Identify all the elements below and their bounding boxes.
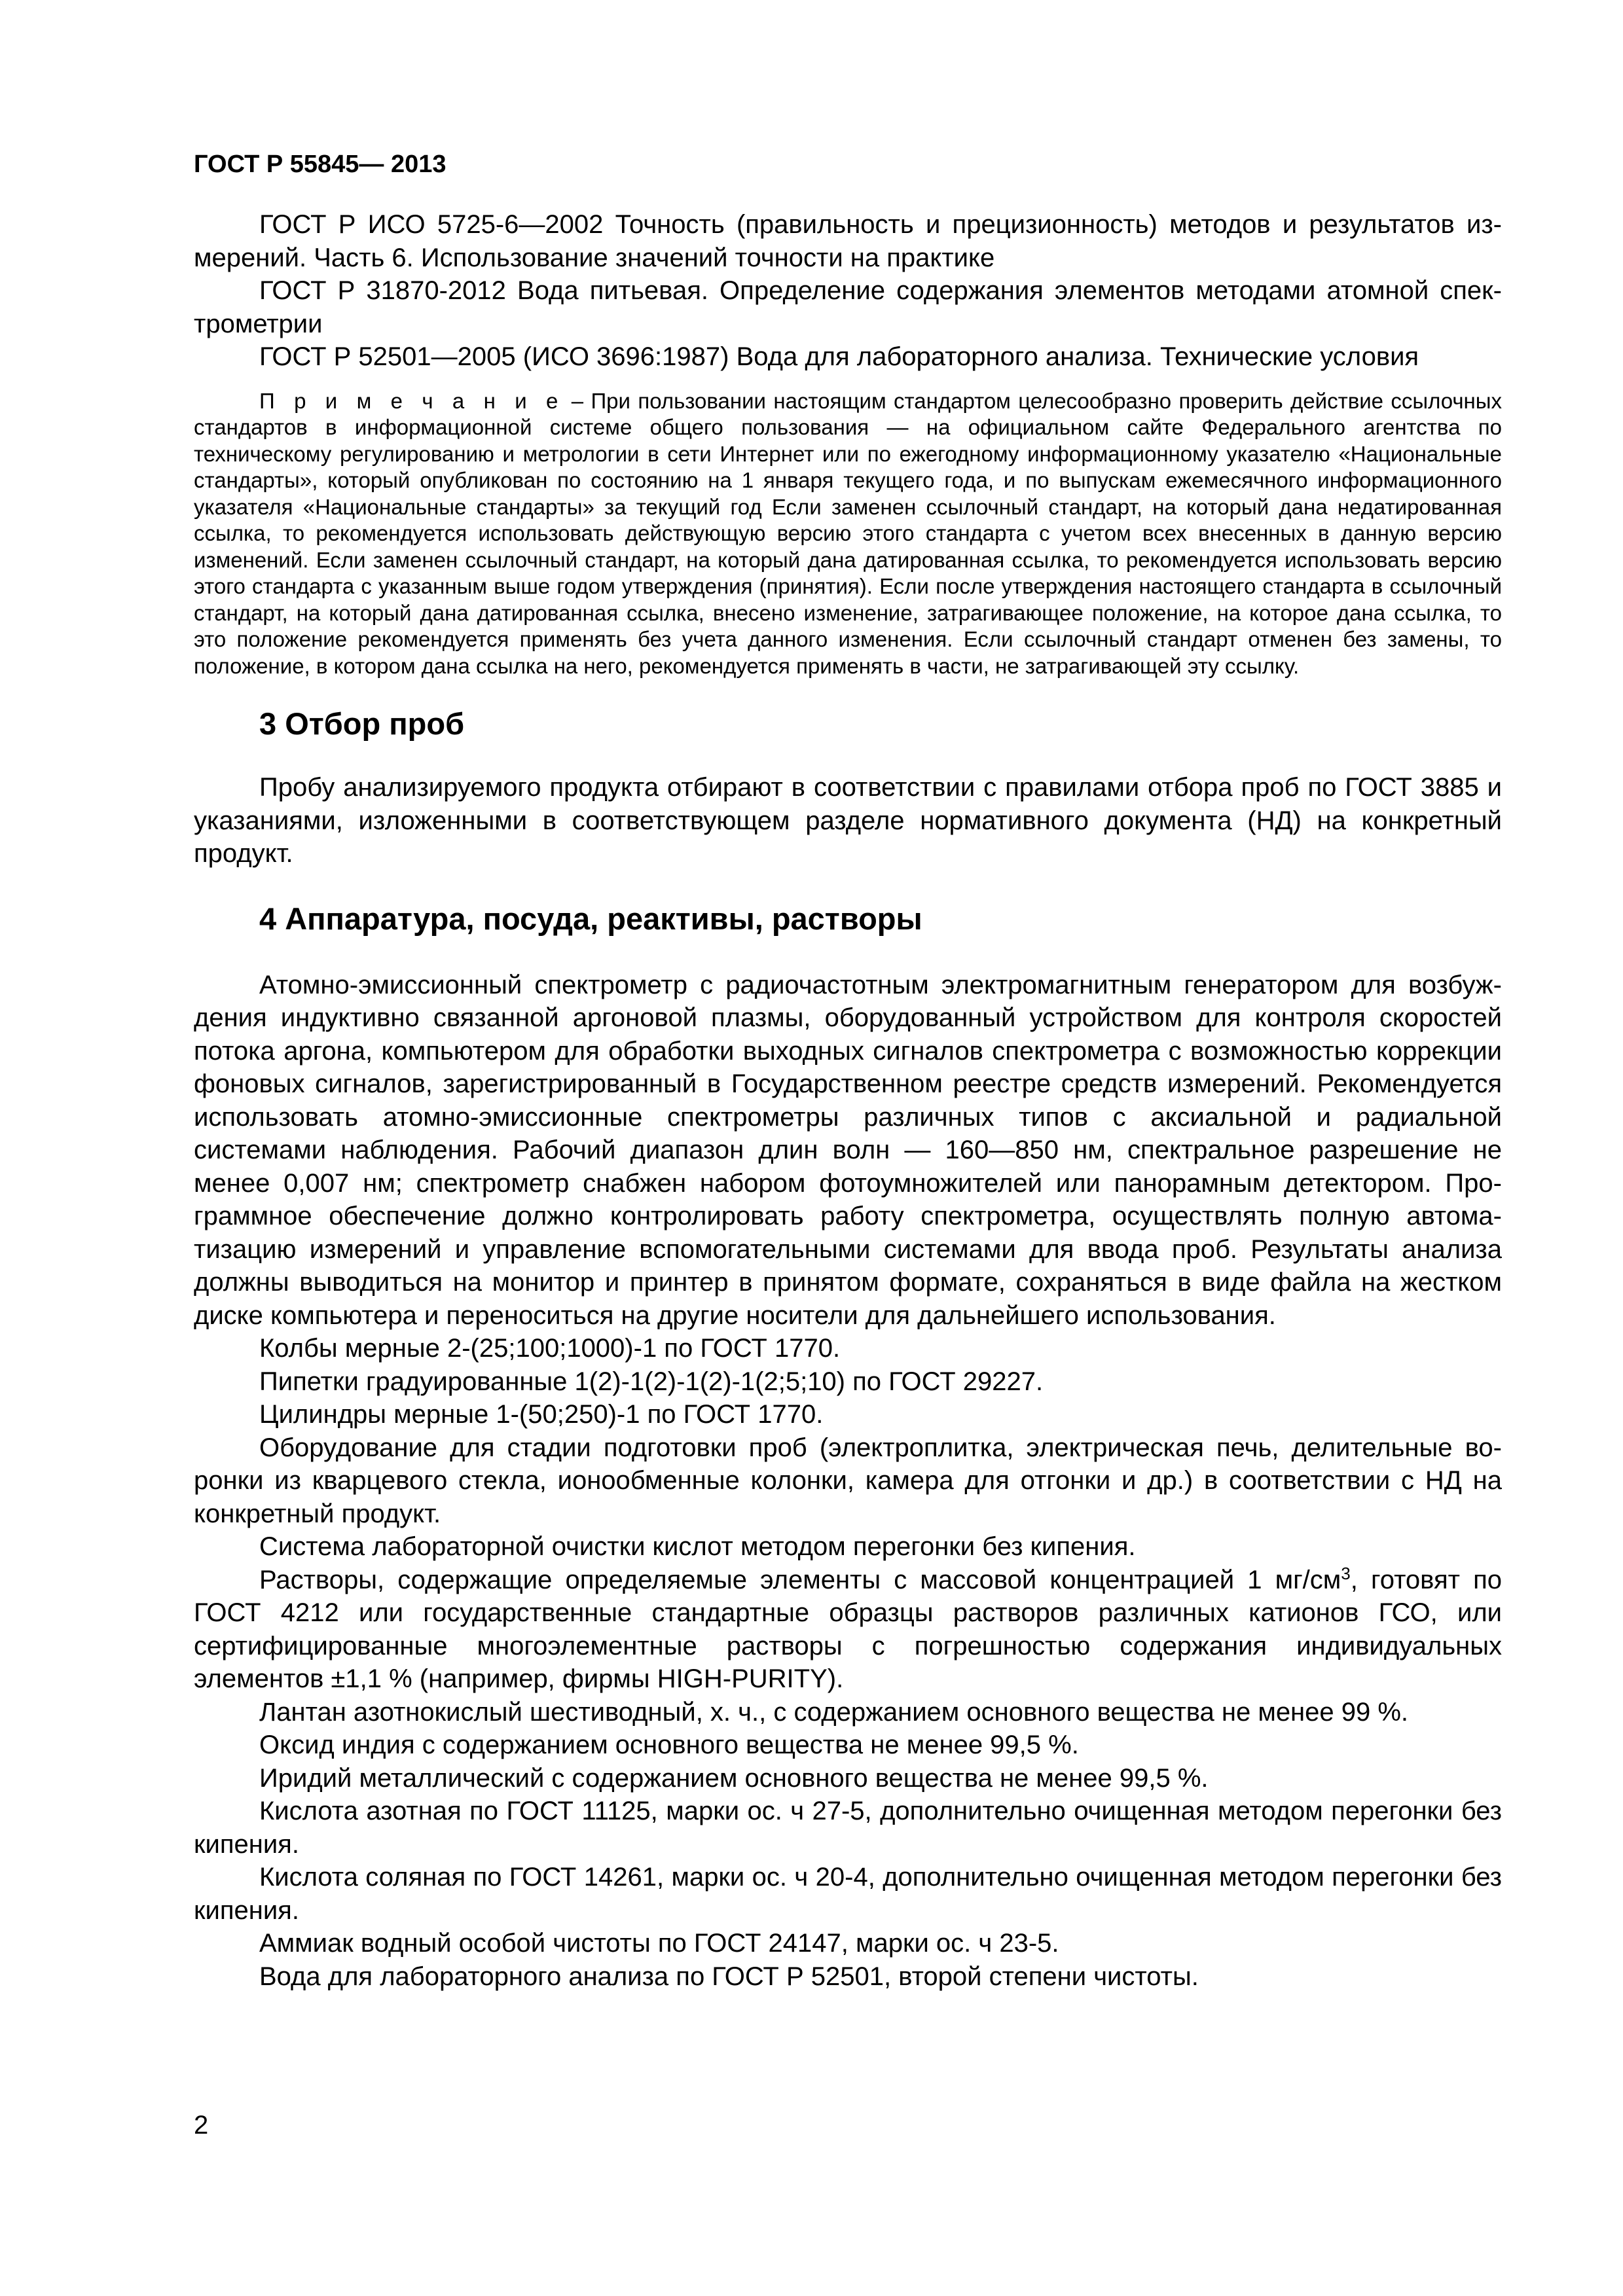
equipment-item: Оборудование для стадии подготовки проб (электроплитка, электрическая печь, делительные воронки из кварцевого стекла, ионообменные колонки, камера для отгонки и др.) в соответствии с НД на конкретный продукт. [194,1433,1502,1528]
solutions-text-start: Растворы, содержащие определяемые элементы с массовой концентрацией 1 мг/см [259,1565,1341,1594]
note-text: – При пользовании настоящим стандартом целесообразно проверить действие ссылочных стандартов в информационной системе общего пользования — на официальном сайте Федерального агентства по техническому регулированию и метрологии в сети Интернет или по ежегодному информационному указателю «Национальные стандарты», который опубликован по состоянию на 1 января текущего года, и по выпускам ежемесячного информационного указателя «Национальные стандарты» за текущий год Если заменен ссылочный стандарт, на который дана недатированная ссылка, то рекомендуется использовать действующую версию этого стандарта с учетом всех внесенных в данную версию изменений. Если заменен ссылочный стандарт, на который дана датированная ссылка, то рекомендуется использовать версию этого стандарта с указанным выше годом утверждения (принятия). Если после утверждения настоящего стандарта в ссылочный стандарт, на который дана датированная ссылка, внесено изменение, затрагивающее положение, на которое дана ссылка, то это положение рекомендуется применять без учета данного изменения. Если ссылочный стандарт отменен без замены, то положение, в котором дана ссылка на него, рекомендуется применять в части, не затрагивающей эту ссылку. [194,388,1502,678]
document-header: ГОСТ Р 55845— 2013 [194,151,447,178]
solutions-text-end: , готовят по ГОСТ 4212 или государственные стандартные образцы растворов различных катионов ГСО, или сертифицированные многоэлементные растворы с погрешностью содержания индивидуальных элементов ±1,1 % (например, фирмы HIGH-PURITY). [194,1565,1502,1693]
reagent-item: Иридий металлический с содержанием основного вещества не менее 99,5 %. [259,1763,1209,1793]
spectrometer-paragraph: Атомно-эмиссионный спектрометр с радиочастотным электромагнитным генератором для возбуждения индуктивно связанной аргоновой плазмы, оборудованный устройством для контроля скоростей потока аргона, компьютером для обработки выходных сигналов спектрометра с возможностью коррекции фоновых сигналов, зарегистрированный в Государственном реестре средств измерений. Рекомендуется использовать атомно-эмиссионные спектрометры различных типов с аксиальной и радиальной системами наблюдения. Рабочий диапазон длин волн — 160—850 нм, спектральное разрешение не менее 0,007 нм; спектрометр снабжен набором фотоумножителей или панорамным детектором. Программное обеспечение должно контролировать работу спектрометра, осуществлять полную автоматизацию измерений и управление вспомогательными системами для ввода проб. Результаты анализа должны выводиться на монитор и принтер в принятом формате, сохраняться в виде файла на жестком диске компьютера и переноситься на другие носители для дальнейшего использования. [194,970,1502,1330]
section-heading-3: 3 Отбор проб [259,706,465,741]
page-number: 2 [194,2111,209,2140]
equipment-item: Пипетки градуированные 1(2)-1(2)-1(2)-1(2;5;10) по ГОСТ 29227. [259,1367,1044,1396]
solutions-paragraph [194,1564,1502,1696]
reagent-item: Лантан азотнокислый шестиводный, х. ч., с содержанием основного вещества не менее 99 %. [259,1697,1409,1727]
reagent-item: Кислота соляная по ГОСТ 14261, марки ос. ч 20-4, дополнительно очищенная методом перегонки без кипения. [194,1863,1502,1925]
superscript: 3 [1341,1563,1351,1583]
equipment-item: Система лабораторной очистки кислот методом перегонки без кипения. [259,1532,1136,1561]
reagent-item: Кислота азотная по ГОСТ 11125, марки ос. ч 27-5, дополнительно очищенная методом перегонки без кипения. [194,1797,1502,1859]
section-heading-4: 4 Аппаратура, посуда, реактивы, растворы [259,901,922,936]
equipment-item: Цилиндры мерные 1-(50;250)-1 по ГОСТ 1770. [259,1400,824,1429]
reagent-item: Аммиак водный особой чистоты по ГОСТ 24147, марки ос. ч 23-5. [259,1929,1059,1958]
note-paragraph [194,388,1502,680]
reagent-item: Оксид индия с содержанием основного вещества не менее 99,5 %. [259,1731,1079,1759]
equipment-item: Колбы мерные 2-(25;100;1000)-1 по ГОСТ 1770. [259,1334,841,1363]
reference-item: ГОСТ Р 52501—2005 (ИСО 3696:1987) Вода для лабораторного анализа. Технические условия [259,342,1419,371]
reference-item: ГОСТ Р 31870-2012 Вода питьевая. Определение содержания элементов методами атомной спектрометрии [194,276,1502,338]
reference-item: ГОСТ Р ИСО 5725-6—2002 Точность (правильность и прецизионность) методов и результатов измерений. Часть 6. Использование значений точности на практике [194,210,1502,272]
section-3-paragraph: Пробу анализируемого продукта отбирают в соответствии с правилами отбора проб по ГОСТ 3885 и указаниями, изложенными в соответствующем разделе нормативного документа (НД) на конкретный продукт. [194,773,1502,868]
note-label: П р и м е ч а н и е [259,388,564,413]
document-body [194,208,1502,1993]
reagent-item: Вода для лабораторного анализа по ГОСТ Р 52501, второй степени чистоты. [259,1962,1199,1991]
